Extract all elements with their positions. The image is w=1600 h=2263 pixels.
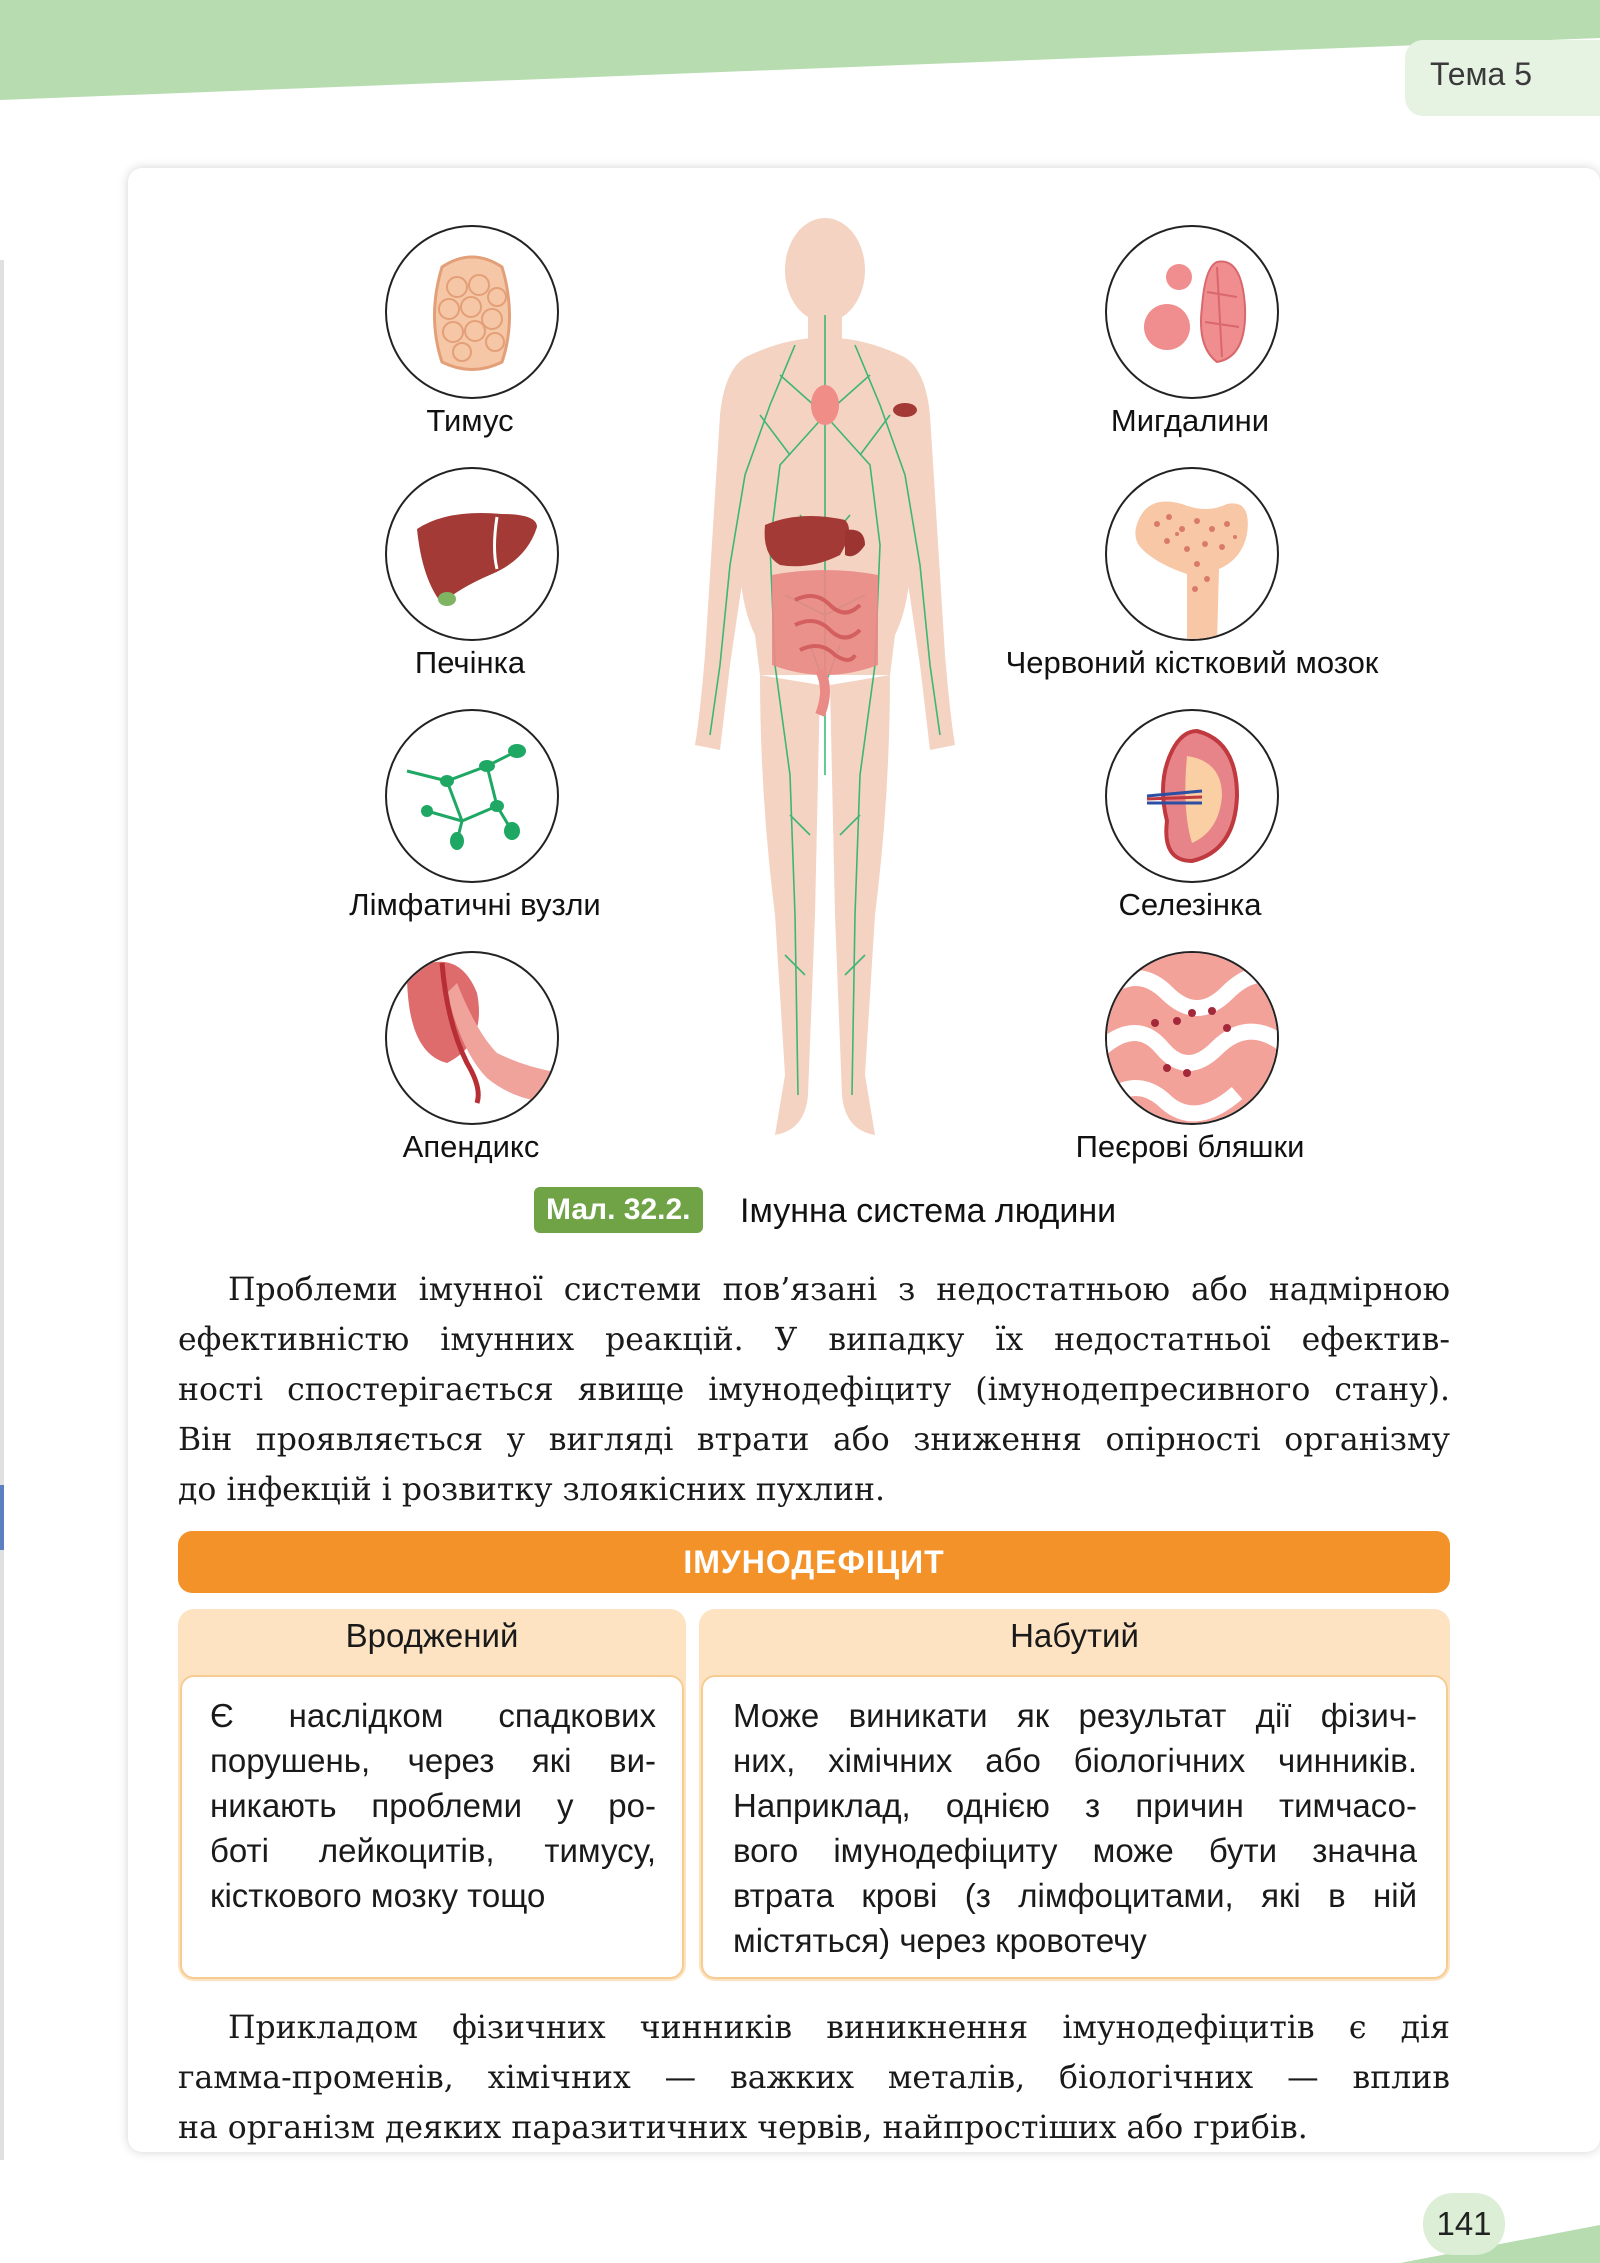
immunodeficiency-header: ІМУНОДЕФІЦИТ — [178, 1531, 1450, 1593]
acquired-box — [699, 1609, 1450, 1981]
text-line: никають проблеми у ро- — [210, 1787, 656, 1824]
text-line: містяться) через кровотечу — [733, 1922, 1147, 1959]
paragraph-line: ефективністю імунних реакцій. У випадку їх недостатньої ефектив- — [178, 1322, 1450, 1358]
paragraph-line: на організм деяких паразитичних червів, найпростіших або грибів. — [178, 2110, 1308, 2146]
thymus-icon — [385, 225, 559, 399]
human-body-illustration — [680, 215, 970, 1165]
paragraph-line: ності спостерігається явище імунодефіциту (імунодепресивного стану). — [178, 1372, 1450, 1408]
figure-number-badge: Мал. 32.2. — [534, 1187, 703, 1233]
label-spleen: Селезінка — [1118, 887, 1262, 922]
text-line: боті лейкоцитів, тимусу, — [210, 1832, 656, 1869]
spleen-icon — [1105, 709, 1279, 883]
topic-label: Тема 5 — [1430, 56, 1533, 92]
lymph-node-icon — [385, 709, 559, 883]
acquired-title: Набутий — [1010, 1617, 1139, 1654]
label-liver: Печінка — [414, 645, 526, 680]
text-line: Може виникати як результат дії фізич- — [733, 1697, 1417, 1734]
text-line: втрата крові (з лімфоцитами, які в ній — [733, 1877, 1417, 1914]
paragraph-line: Прикладом фізичних чинників виникнення імунодефіцитів є дія — [228, 2010, 1450, 2046]
page-edge-marker — [0, 1485, 4, 1550]
label-appendix: Апендикс — [402, 1129, 540, 1164]
tonsils-icon — [1105, 225, 1279, 399]
label-lymph-nodes: Лімфатичні вузли — [349, 887, 601, 922]
acquired-text — [733, 1693, 1417, 1963]
paragraph-line: Він проявляється у вигляді втрати або зниження опірності організму — [178, 1422, 1450, 1458]
label-thymus: Тимус — [426, 403, 514, 438]
paragraph-factors — [178, 2003, 1450, 2153]
paragraph-immune-problems — [178, 1265, 1450, 1515]
liver-icon — [385, 467, 559, 641]
paragraph-line: гамма-променів, хімічних — важких металів, біологічних — вплив — [178, 2060, 1450, 2096]
page-edge — [0, 260, 4, 2160]
top-green-band — [0, 0, 1600, 100]
text-line: них, хімічних або біологічних чинників. — [733, 1742, 1417, 1779]
paragraph-line: до інфекцій і розвитку злоякісних пухлин. — [178, 1472, 886, 1508]
label-bone-marrow: Червоний кістковий мозок — [1005, 645, 1379, 680]
text-line: порушень, через які ви- — [210, 1742, 656, 1779]
label-tonsils: Мигдалини — [1110, 403, 1270, 438]
congenital-box — [178, 1609, 686, 1981]
figure-caption: Імунна система людини — [740, 1192, 1117, 1230]
paragraph-line: Проблеми імунної системи пов’язані з недостатньою або надмірною — [228, 1272, 1450, 1308]
page-number: 141 — [1436, 2205, 1492, 2242]
peyers-patches-icon — [1105, 951, 1279, 1125]
appendix-icon — [385, 951, 559, 1125]
label-peyers-patches: Пеєрові бляшки — [1075, 1129, 1305, 1164]
bone-marrow-icon — [1105, 467, 1279, 641]
text-line: кісткового мозку тощо — [210, 1877, 546, 1914]
text-line: Наприклад, однією з причин тимчасо- — [733, 1787, 1417, 1824]
text-line: вого імунодефіциту може бути значна — [733, 1832, 1417, 1869]
congenital-text — [210, 1693, 656, 1918]
text-line: Є наслідком спадкових — [210, 1697, 656, 1734]
congenital-title: Вроджений — [345, 1617, 519, 1654]
